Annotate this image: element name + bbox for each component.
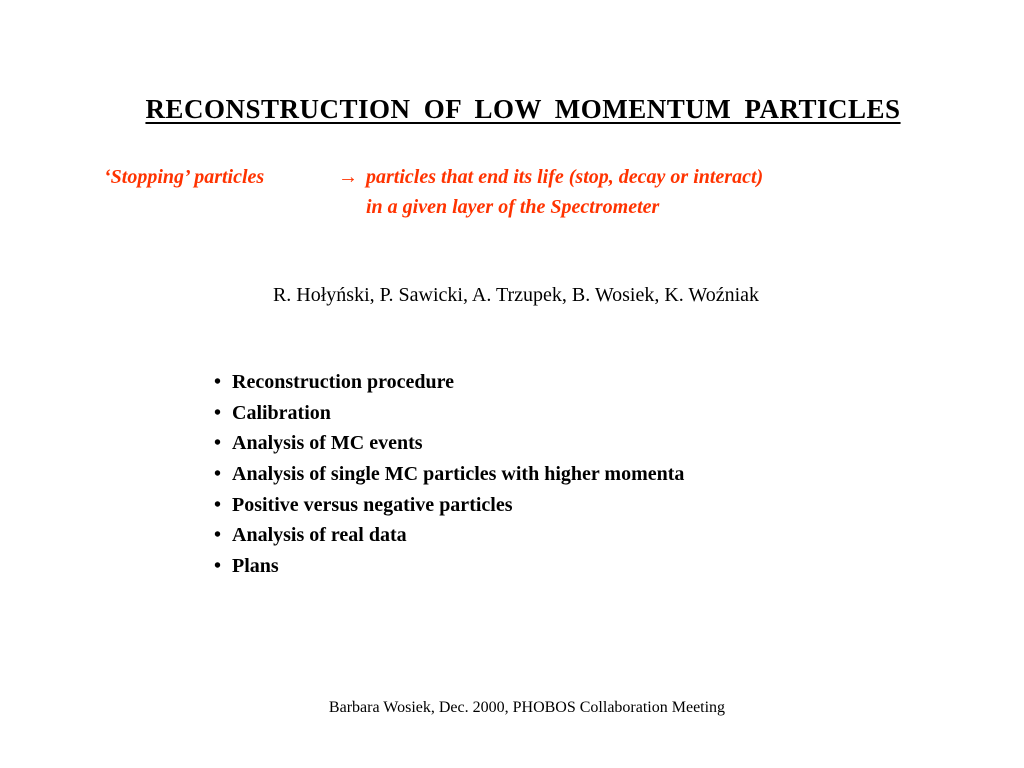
list-item: [214, 552, 684, 583]
bullet-icon: •: [214, 432, 222, 455]
slide-title: RECONSTRUCTION OF LOW MOMENTUM PARTICLES: [145, 94, 901, 124]
topic-label: Plans: [232, 555, 279, 578]
bullet-icon: •: [214, 401, 222, 424]
authors: R. Hołyński, P. Sawicki, A. Trzupek, B. Wosiek, K. Woźniak: [272, 284, 760, 306]
bullet-icon: •: [214, 493, 222, 516]
bullet-icon: •: [214, 371, 222, 393]
topic-label: Analysis of real data: [232, 524, 407, 547]
topic-label: Positive versus negative particles: [232, 493, 513, 516]
definition-term: ‘Stopping’ particles: [104, 166, 265, 188]
list-item: [214, 460, 684, 491]
slide-footer: Barbara Wosiek, Dec. 2000, PHOBOS Collaboration Meeting: [328, 699, 726, 716]
topic-list: [214, 368, 684, 583]
topic-label: Analysis of single MC particles with higher momenta: [232, 463, 685, 486]
definition-text-line-1: particles that end its life (stop, decay or interact): [366, 166, 764, 188]
definition-text-line-2: in a given layer of the Spectrometer: [366, 196, 660, 218]
right-arrow-icon: →: [338, 166, 358, 188]
list-item: [214, 491, 684, 522]
list-item: [214, 368, 684, 399]
bullet-icon: •: [214, 524, 222, 547]
list-item: [214, 521, 684, 552]
bullet-icon: •: [214, 555, 222, 578]
topic-label: Analysis of MC events: [232, 432, 423, 455]
list-item: [214, 429, 684, 460]
topic-label: Reconstruction procedure: [232, 371, 455, 393]
bullet-icon: •: [214, 463, 222, 486]
list-item: [214, 399, 684, 430]
topic-label: Calibration: [232, 401, 331, 424]
